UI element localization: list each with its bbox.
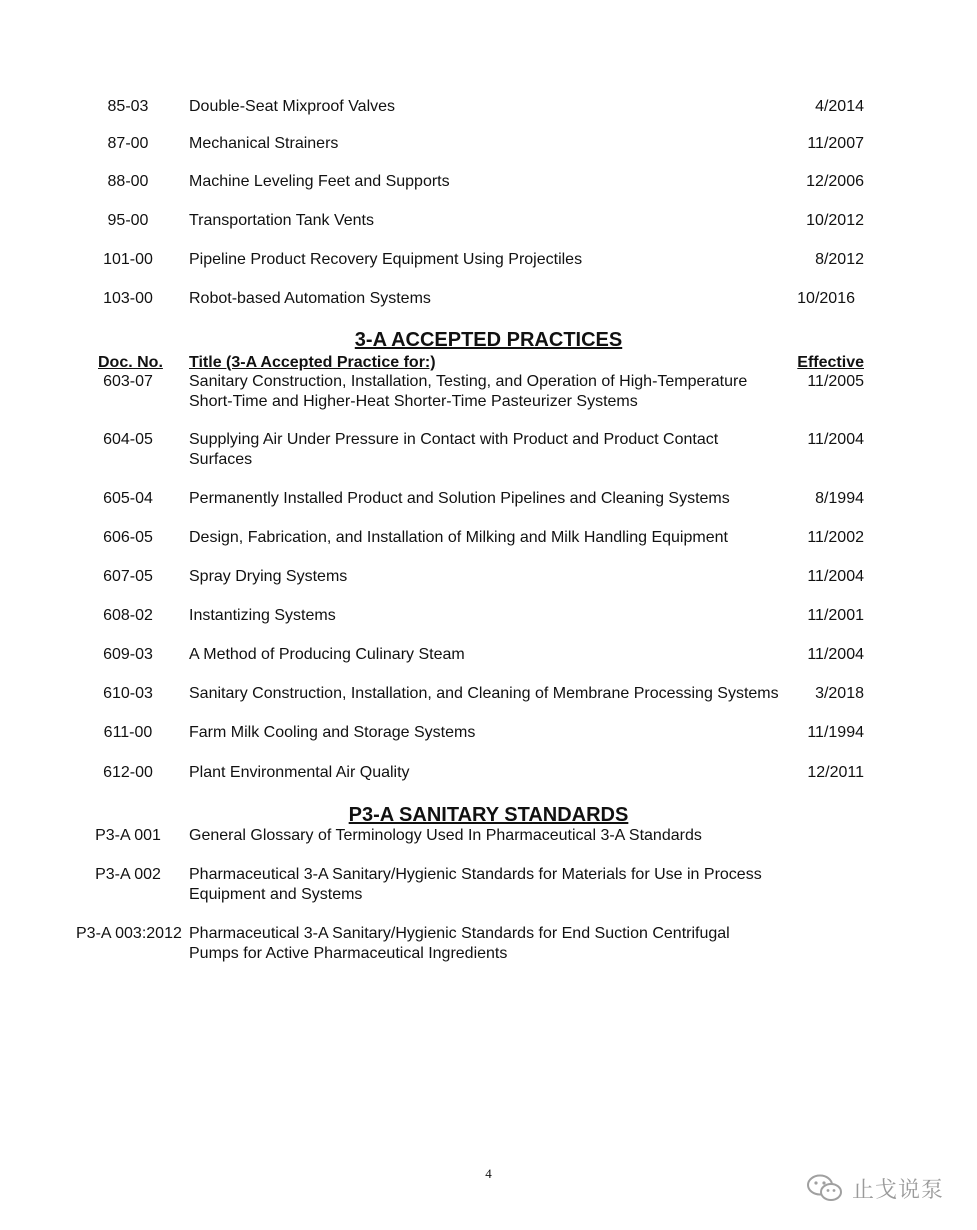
doc-title-line: A Method of Producing Culinary Steam — [189, 646, 465, 663]
practice-row — [0, 528, 977, 548]
doc-title — [189, 865, 793, 905]
doc-number: 103-00 — [103, 290, 153, 307]
effective-date: 11/2005 — [807, 373, 864, 390]
doc-number: 101-00 — [103, 251, 153, 268]
doc-number: 608-02 — [103, 607, 153, 624]
doc-title-line: Farm Milk Cooling and Storage Systems — [189, 724, 476, 741]
practice-row — [0, 567, 977, 587]
doc-number: 87-00 — [107, 135, 149, 152]
doc-title-line: Mechanical Strainers — [189, 135, 339, 152]
doc-number: 605-04 — [103, 490, 153, 507]
standard-row — [0, 97, 977, 117]
practice-row — [0, 763, 977, 783]
effective-date: 12/2011 — [807, 764, 864, 781]
effective-date: 11/1994 — [807, 724, 864, 741]
doc-number: 607-05 — [103, 568, 153, 585]
doc-title-line: Equipment and Systems — [189, 886, 363, 903]
effective-date: 10/2012 — [806, 212, 864, 229]
section-heading-p3a-standards: P3-A SANITARY STANDARDS — [348, 804, 629, 826]
doc-title — [189, 645, 793, 665]
effective-date: 12/2006 — [806, 173, 864, 190]
effective-date: 11/2004 — [807, 646, 864, 663]
practice-row — [0, 372, 977, 412]
effective-date: 10/2016 — [797, 290, 855, 307]
doc-title-line: Pharmaceutical 3-A Sanitary/Hygienic Standards for End Suction Centrifugal — [189, 925, 730, 942]
standard-row — [0, 289, 977, 309]
column-header-effective: Effective — [797, 354, 864, 371]
practice-row — [0, 684, 977, 704]
effective-date: 11/2007 — [807, 135, 864, 152]
standard-row — [0, 250, 977, 270]
doc-title — [189, 430, 793, 470]
doc-title — [189, 723, 793, 743]
doc-number: 609-03 — [103, 646, 153, 663]
doc-title-line: Pumps for Active Pharmaceutical Ingredients — [189, 945, 508, 962]
standard-row — [0, 134, 977, 154]
doc-title — [189, 289, 793, 309]
doc-title-line: General Glossary of Terminology Used In Pharmaceutical 3-A Standards — [189, 827, 702, 844]
doc-title — [189, 606, 793, 626]
doc-title-line: Double-Seat Mixproof Valves — [189, 98, 396, 115]
doc-number: P3-A 002 — [95, 866, 161, 883]
effective-date: 11/2004 — [807, 431, 864, 448]
doc-title-line: Machine Leveling Feet and Supports — [189, 173, 450, 190]
practice-row — [0, 489, 977, 509]
effective-date: 11/2001 — [807, 607, 864, 624]
doc-title — [189, 489, 793, 509]
standard-row — [0, 172, 977, 192]
doc-title — [189, 528, 793, 548]
doc-title — [189, 211, 793, 231]
doc-title — [189, 826, 793, 846]
wechat-icon — [806, 1173, 844, 1203]
doc-title-line: Instantizing Systems — [189, 607, 336, 624]
doc-title-line: Short-Time and Higher-Heat Shorter-Time Pasteurizer Systems — [189, 393, 638, 410]
effective-date: 8/2012 — [815, 251, 864, 268]
effective-date: 11/2004 — [807, 568, 864, 585]
watermark-text: 止戈说泵 — [852, 1177, 945, 1203]
doc-title — [189, 684, 793, 704]
section-heading-accepted-practices: 3-A ACCEPTED PRACTICES — [354, 329, 623, 351]
doc-number: 611-00 — [103, 724, 153, 741]
p3a-row — [0, 826, 977, 846]
practice-row — [0, 723, 977, 743]
doc-number: 95-00 — [107, 212, 149, 229]
doc-number: 85-03 — [107, 98, 149, 115]
doc-number: 610-03 — [103, 685, 153, 702]
doc-number: 604-05 — [103, 431, 153, 448]
effective-date: 4/2014 — [815, 98, 864, 115]
doc-title-line: Sanitary Construction, Installation, and Cleaning of Membrane Processing Systems — [189, 685, 779, 702]
practice-row — [0, 645, 977, 665]
doc-number: P3-A 001 — [95, 827, 161, 844]
doc-title-line: Robot-based Automation Systems — [189, 290, 431, 307]
doc-title — [189, 567, 793, 587]
effective-date: 8/1994 — [815, 490, 864, 507]
doc-title — [189, 250, 793, 270]
doc-title-line: Sanitary Construction, Installation, Testing, and Operation of High-Temperature — [189, 373, 748, 390]
doc-title — [189, 763, 793, 783]
doc-title — [189, 97, 793, 117]
p3a-row — [0, 865, 977, 905]
practice-row — [0, 606, 977, 626]
doc-number: P3-A 003:2012 — [76, 925, 182, 942]
doc-title-line: Supplying Air Under Pressure in Contact with Product and Product Contact — [189, 431, 719, 448]
doc-number: 612-00 — [103, 764, 153, 781]
doc-title — [189, 134, 793, 154]
doc-title-line: Transportation Tank Vents — [189, 212, 374, 229]
doc-title-line: Spray Drying Systems — [189, 568, 348, 585]
doc-title — [189, 172, 793, 192]
doc-title-line: Pharmaceutical 3-A Sanitary/Hygienic Standards for Materials for Use in Process — [189, 866, 762, 883]
standard-row — [0, 211, 977, 231]
doc-title-line: Permanently Installed Product and Solution Pipelines and Cleaning Systems — [189, 490, 730, 507]
effective-date: 3/2018 — [815, 685, 864, 702]
doc-title — [189, 924, 793, 964]
doc-title-line: Design, Fabrication, and Installation of Milking and Milk Handling Equipment — [189, 529, 728, 546]
doc-number: 603-07 — [103, 373, 153, 390]
doc-title-line: Surfaces — [189, 451, 253, 468]
watermark — [806, 1172, 944, 1204]
p3a-row — [0, 924, 977, 964]
page-number: 4 — [485, 1166, 492, 1181]
column-header-title: Title (3-A Accepted Practice for:) — [189, 354, 436, 371]
doc-title — [189, 372, 793, 412]
doc-title-line: Plant Environmental Air Quality — [189, 764, 410, 781]
effective-date: 11/2002 — [807, 529, 864, 546]
doc-number: 88-00 — [107, 173, 149, 190]
column-header-doc-no: Doc. No. — [98, 354, 163, 371]
doc-number: 606-05 — [103, 529, 153, 546]
doc-title-line: Pipeline Product Recovery Equipment Using Projectiles — [189, 251, 583, 268]
practice-row — [0, 430, 977, 470]
